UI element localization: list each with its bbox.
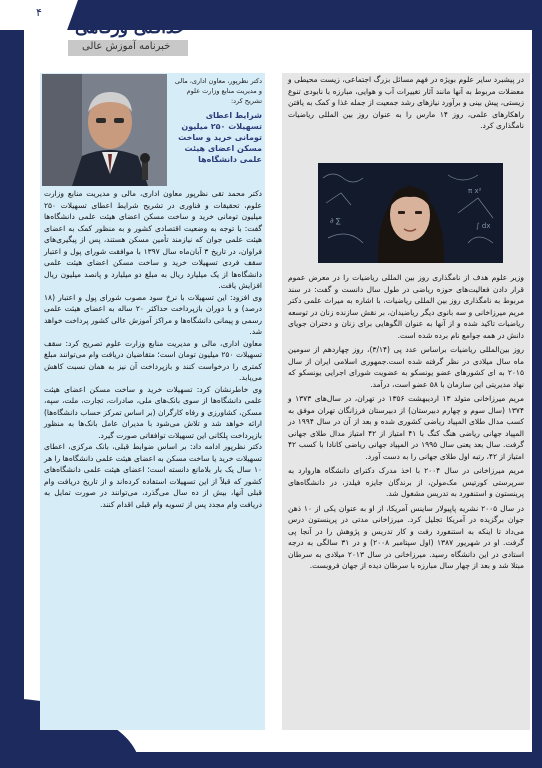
svg-text:∫ dx: ∫ dx	[476, 222, 491, 230]
paragraph: وی افزود: این تسهیلات با نرخ سود مصوب شورای پول و اعتبار (۱۸ درصد) و با دوران بازپرداخت حداکثر ۲۰ ساله به اعضای هیئت علمی رسمی و پیمانی دانشگاه‌ها و مراکز آموزش عالی کشور پرداخت خواهد شد.	[44, 292, 262, 336]
paragraph: دکتر نظرپور ادامه داد: بر اساس ضوابط قبلی، بانک مرکزی، اعطای تسهیلات خرید یا ساخت مسکن به اعضای هیئت علمی دانشگاه‌ها را هر ۱۰ سال یک بار بلامانع دانسته است؛ اعضای هیئت علمی دانشگاه‌های کشور که قبلاً از این تسهیلات استفاده کرده‌اند و از تاریخ دریافت وام قبلی آنها، بیش از ده سال می‌گذرد، می‌توانند در صورت تمایل به دریافت وام مجدد پس از تسویه وام قبلی اقدام کنند.	[44, 442, 262, 509]
article-headline	[170, 76, 262, 165]
svg-text:∂ ∑: ∂ ∑	[330, 217, 341, 225]
paragraph: مریم میرزاخانی در سال ۲۰۰۴ با اخذ مدرک دکترای دانشگاه هاروارد به سرپرستی کورتیس مک‌مولن، از برندگان جایزه فیلدز، در دانشگاه‌های پرینستون و استنفورد به تدریس مشغول شد.	[288, 466, 524, 498]
section-label: خبرنامه آموزش عالی	[82, 41, 171, 52]
svg-text:π x²: π x²	[468, 187, 482, 195]
portrait-image	[42, 74, 167, 186]
paragraph: معاون اداری، مالی و مدیریت منابع وزارت علوم تصریح کرد: سقف تسهیلات ۲۵۰ میلیون تومان است؛ متقاضیان دریافت وام می‌توانند مبلغ کمتری را درخواست کنند و بازپرداخت آن نیز به همان نسبت کاهش می‌یابد.	[44, 338, 262, 382]
right-article-body	[288, 272, 524, 575]
headline-title: شرایط اعطای تسهیلات ۲۵۰ میلیون تومانی خرید و ساخت مسکن اعضای هیئت علمی دانشگاه‌ها	[178, 111, 262, 164]
mirzakhani-photo	[318, 163, 503, 263]
bottom-border	[0, 752, 542, 768]
left-article-body	[44, 188, 262, 510]
paragraph: وی خاطرنشان کرد: تسهیلات خرید و ساخت مسکن اعضای هیئت علمی دانشگاه‌ها از سوی بانک‌های ملی، صادرات، تجارت، ملت، سپه، مسکن، کشاورزی و رفاه کارگران (بر اساس تمرکز حساب دانشگاه‌ها) ارائه خواهد شد و تلاش می‌شود با مدیران عامل بانک‌ها به منظور بازپرداخت پلکانی این تسهیلات توافقاتی صورت گیرد.	[44, 384, 262, 440]
paragraph: وزیر علوم هدف از نامگذاری روز بین المللی ریاضیات را در معرض عموم قرار دادن فعالیت‌های حوزه ریاضی در طول سال دانست و گفت: در سند مربوط به نامگذاری روز بین المللی ریاضیات، با اشاره به میراث علمی دکتر مریم میرزاخانی و سه بانوی دیگر ریاضیدان، بر نقش سازنده زنان در توسعه ریاضیات تاکید شده و از آنها به عنوان الگوهایی برای زنان و دختران جویای دانش در همه جوامع نام برده شده است.	[288, 273, 524, 340]
right-border	[532, 30, 542, 768]
paragraph: مریم میرزاخانی متولد ۱۳ اردیبهشت ۱۳۵۶ در تهران، در سال‌های ۱۳۷۳ و ۱۳۷۴ (سال سوم و چهارم دبیرستان) از دبیرستان فرزانگان تهران موفق به کسب مدال طلای المپیاد ریاضی کشوری شده و بعد از آن در سال ۱۹۹۴ در المپیاد جهانی ریاضی هنگ کنگ با ۴۱ امتیاز از ۴۲ امتیاز مدال طلای جهانی گرفت. سال بعد یعنی سال ۱۹۹۵ در المپیاد جهانی ریاضی کانادا با کسب ۴۲ امتیاز از ۴۲، رتبه اول طلای جهانی را به دست آورد.	[288, 394, 524, 461]
paragraph: در پیشبرد سایر علوم بویژه در فهم مسائل بزرگ اجتماعی، زیست محیطی و معضلات مربوط به آنها مانند آثار تغییرات آب و هوایی، مبارزه با نابودی تنوع زیستی، پیش بینی و برآورد نیازهای رشد جمعیت از جمله غذا و کمک به یافتن راهکارهای علمی، روز ۱۴ مارس را به عنوان روز بین المللی ریاضیات نامگذاری کرد.	[288, 75, 524, 130]
paragraph: روز بین‌المللی ریاضیات براساس عدد پی (۳/۱۴)، روز چهاردهم از سومین ماه سال میلادی در نظر گرفته شده است.جمهوری اسلامی ایران از سال ۲۰۱۵ به ای کشورهای عضو یونسکو به عضویت شورای اجرایی یونسکو که نهاد مدیریتی این سازمان با ۵۸ عضو است، درآمد.	[288, 345, 524, 389]
headline-intro: دکتر نظرپور، معاون اداری، مالی و مدیریت منابع وزارت علوم تشریح کرد:	[174, 77, 262, 105]
paragraph: در سال ۲۰۰۵ نشریه پاپیولار ساینس آمریکا، از او به عنوان یکی از ۱۰ ذهن جوان برگزیده در آمریکا تجلیل کرد. میرزاخانی مدتی در پرینستون درس می‌داد تا اینکه به استنفورد رفت و کار تدریس و پژوهش را در آنجا پی گرفت. او در شهریور ۱۳۸۷ (اول سپتامبر ۲۰۰۸) و در ۳۱ سالگی به درجه استادی در این دانشگاه رسید. میرزاخانی در سال ۲۰۱۳ میلادی به سرطان مبتلا شد و بعد از چهار سال مبارزه با سرطان دیده از جهان فروبست.	[288, 503, 525, 570]
brand-title: خداقتی ورفاهی	[75, 18, 186, 38]
page-number: ۴	[36, 6, 42, 19]
left-border	[0, 30, 24, 768]
paragraph: دکتر محمد تقی نظرپور معاون اداری، مالی و مدیریت منابع وزارت علوم، تحقیقات و فناوری در تشریح شرایط اعطای تسهیلات ۲۵۰ میلیون تومانی خرید و ساخت مسکن اعضای هیئت علمی دانشگاه‌ها گفت: با توجه به وضعیت اقتصادی کشور و به منظور کمک به اعضای هیئت علمی جوان که نیازمند تأمین مسکن هستند، پس از پیگیری‌های فراوان، در تاریخ ۳ آبان‌ماه سال ۱۳۹۷ با موافقت شورای پول و اعتبار سقف فردی تسهیلات خرید و ساخت مسکن اعضای هیئت علمی دانشگاه‌ها از یک میلیارد ریال به مبلغ دو میلیارد و پانصد میلیون ریال افزایش یافت.	[44, 189, 262, 290]
right-article-intro	[288, 74, 524, 135]
